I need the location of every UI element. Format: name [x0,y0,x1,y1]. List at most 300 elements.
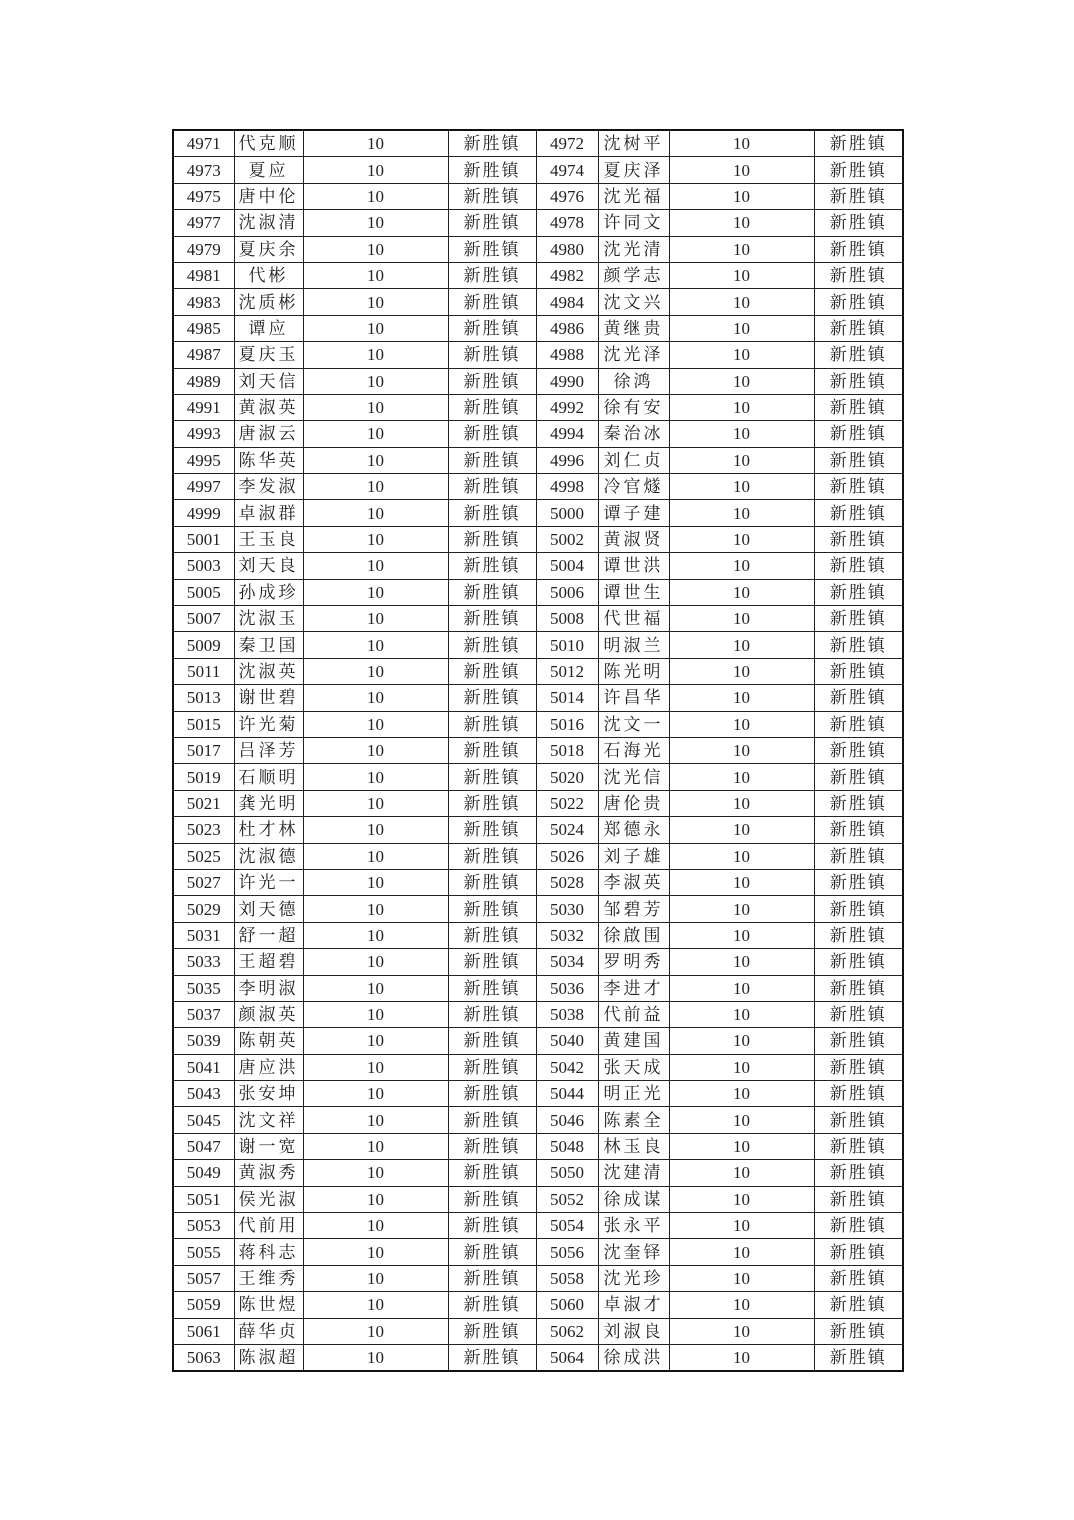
right-person-name-cell: 沈光清 [598,236,669,262]
right-record-number-cell: 5046 [536,1107,598,1133]
table-row [173,711,903,737]
left-amount-cell: 10 [303,421,448,447]
right-record-number-cell: 5032 [536,922,598,948]
left-amount-cell: 10 [303,1213,448,1239]
left-record-number-cell: 4995 [173,447,234,473]
right-town-name-cell: 新胜镇 [814,1265,903,1291]
right-person-name-cell: 徐成洪 [598,1344,669,1371]
right-town-name-cell: 新胜镇 [814,1107,903,1133]
left-town-name-cell: 新胜镇 [448,289,536,315]
right-town-name-cell: 新胜镇 [814,1028,903,1054]
left-person-name-cell: 颜淑英 [234,1001,303,1027]
left-record-number-cell: 5013 [173,685,234,711]
left-person-name-cell: 卓淑群 [234,500,303,526]
left-amount-cell: 10 [303,1318,448,1344]
left-person-name-cell: 许光一 [234,869,303,895]
left-amount-cell: 10 [303,922,448,948]
left-record-number-cell: 4983 [173,289,234,315]
right-amount-cell: 10 [669,526,814,552]
left-amount-cell: 10 [303,843,448,869]
right-person-name-cell: 李进才 [598,975,669,1001]
right-person-name-cell: 秦治冰 [598,421,669,447]
right-amount-cell: 10 [669,1213,814,1239]
right-record-number-cell: 5044 [536,1081,598,1107]
right-amount-cell: 10 [669,579,814,605]
left-amount-cell: 10 [303,606,448,632]
right-amount-cell: 10 [669,1239,814,1265]
left-record-number-cell: 5007 [173,606,234,632]
right-person-name-cell: 郑德永 [598,817,669,843]
right-town-name-cell: 新胜镇 [814,1133,903,1159]
right-amount-cell: 10 [669,975,814,1001]
right-record-number-cell: 5038 [536,1001,598,1027]
right-record-number-cell: 4992 [536,394,598,420]
left-amount-cell: 10 [303,1265,448,1291]
left-record-number-cell: 4997 [173,474,234,500]
table-row [173,1265,903,1291]
right-amount-cell: 10 [669,658,814,684]
left-person-name-cell: 代克顺 [234,130,303,157]
right-amount-cell: 10 [669,1344,814,1371]
right-town-name-cell: 新胜镇 [814,553,903,579]
left-record-number-cell: 5055 [173,1239,234,1265]
left-amount-cell: 10 [303,975,448,1001]
right-town-name-cell: 新胜镇 [814,1213,903,1239]
left-record-number-cell: 5049 [173,1160,234,1186]
right-town-name-cell: 新胜镇 [814,869,903,895]
left-record-number-cell: 4989 [173,368,234,394]
right-person-name-cell: 沈建清 [598,1160,669,1186]
left-amount-cell: 10 [303,1186,448,1212]
right-record-number-cell: 5062 [536,1318,598,1344]
right-person-name-cell: 许昌华 [598,685,669,711]
right-town-name-cell: 新胜镇 [814,236,903,262]
left-amount-cell: 10 [303,579,448,605]
right-town-name-cell: 新胜镇 [814,685,903,711]
left-record-number-cell: 5031 [173,922,234,948]
left-town-name-cell: 新胜镇 [448,1001,536,1027]
right-town-name-cell: 新胜镇 [814,526,903,552]
left-person-name-cell: 唐淑云 [234,421,303,447]
left-person-name-cell: 夏应 [234,157,303,183]
right-person-name-cell: 沈文兴 [598,289,669,315]
right-person-name-cell: 冷官燧 [598,474,669,500]
right-record-number-cell: 5020 [536,764,598,790]
left-person-name-cell: 谢一宽 [234,1133,303,1159]
left-amount-cell: 10 [303,210,448,236]
right-town-name-cell: 新胜镇 [814,421,903,447]
left-amount-cell: 10 [303,817,448,843]
roster-body [173,130,903,1371]
right-record-number-cell: 4994 [536,421,598,447]
left-amount-cell: 10 [303,949,448,975]
left-town-name-cell: 新胜镇 [448,1292,536,1318]
table-row [173,1239,903,1265]
table-row [173,1344,903,1371]
left-town-name-cell: 新胜镇 [448,368,536,394]
right-amount-cell: 10 [669,1054,814,1080]
left-town-name-cell: 新胜镇 [448,737,536,763]
right-town-name-cell: 新胜镇 [814,737,903,763]
left-amount-cell: 10 [303,658,448,684]
right-person-name-cell: 唐伦贵 [598,790,669,816]
right-person-name-cell: 谭子建 [598,500,669,526]
right-town-name-cell: 新胜镇 [814,922,903,948]
left-amount-cell: 10 [303,1344,448,1371]
right-person-name-cell: 徐鸿 [598,368,669,394]
left-town-name-cell: 新胜镇 [448,1133,536,1159]
left-record-number-cell: 4979 [173,236,234,262]
left-record-number-cell: 5003 [173,553,234,579]
right-town-name-cell: 新胜镇 [814,1344,903,1371]
table-row [173,500,903,526]
right-record-number-cell: 5008 [536,606,598,632]
left-town-name-cell: 新胜镇 [448,526,536,552]
right-record-number-cell: 5030 [536,896,598,922]
right-record-number-cell: 5060 [536,1292,598,1318]
right-record-number-cell: 5054 [536,1213,598,1239]
left-record-number-cell: 4973 [173,157,234,183]
right-amount-cell: 10 [669,1318,814,1344]
right-amount-cell: 10 [669,843,814,869]
left-person-name-cell: 王玉良 [234,526,303,552]
right-amount-cell: 10 [669,949,814,975]
right-town-name-cell: 新胜镇 [814,1318,903,1344]
left-person-name-cell: 陈朝英 [234,1028,303,1054]
right-record-number-cell: 4996 [536,447,598,473]
left-amount-cell: 10 [303,1081,448,1107]
table-row [173,421,903,447]
table-row [173,1028,903,1054]
left-person-name-cell: 张安坤 [234,1081,303,1107]
right-person-name-cell: 罗明秀 [598,949,669,975]
left-person-name-cell: 薛华贞 [234,1318,303,1344]
left-town-name-cell: 新胜镇 [448,790,536,816]
left-amount-cell: 10 [303,1054,448,1080]
right-amount-cell: 10 [669,764,814,790]
right-amount-cell: 10 [669,183,814,209]
right-person-name-cell: 徐有安 [598,394,669,420]
left-person-name-cell: 沈淑玉 [234,606,303,632]
right-record-number-cell: 5040 [536,1028,598,1054]
right-record-number-cell: 5016 [536,711,598,737]
right-person-name-cell: 沈光福 [598,183,669,209]
right-amount-cell: 10 [669,896,814,922]
roster-table [172,129,904,1372]
left-record-number-cell: 5047 [173,1133,234,1159]
right-town-name-cell: 新胜镇 [814,1054,903,1080]
right-town-name-cell: 新胜镇 [814,632,903,658]
left-town-name-cell: 新胜镇 [448,1344,536,1371]
left-record-number-cell: 5017 [173,737,234,763]
right-amount-cell: 10 [669,737,814,763]
left-town-name-cell: 新胜镇 [448,579,536,605]
left-record-number-cell: 5025 [173,843,234,869]
left-person-name-cell: 沈质彬 [234,289,303,315]
right-town-name-cell: 新胜镇 [814,606,903,632]
right-record-number-cell: 5028 [536,869,598,895]
right-town-name-cell: 新胜镇 [814,1239,903,1265]
left-amount-cell: 10 [303,262,448,288]
left-record-number-cell: 5053 [173,1213,234,1239]
left-town-name-cell: 新胜镇 [448,315,536,341]
table-row [173,1160,903,1186]
right-town-name-cell: 新胜镇 [814,210,903,236]
right-town-name-cell: 新胜镇 [814,1292,903,1318]
left-record-number-cell: 5043 [173,1081,234,1107]
left-person-name-cell: 唐中伦 [234,183,303,209]
right-town-name-cell: 新胜镇 [814,896,903,922]
right-person-name-cell: 沈文一 [598,711,669,737]
table-row [173,632,903,658]
right-person-name-cell: 刘淑良 [598,1318,669,1344]
table-row [173,1081,903,1107]
left-record-number-cell: 4981 [173,262,234,288]
table-row [173,1213,903,1239]
right-person-name-cell: 明正光 [598,1081,669,1107]
table-row [173,685,903,711]
left-amount-cell: 10 [303,394,448,420]
right-town-name-cell: 新胜镇 [814,711,903,737]
left-amount-cell: 10 [303,1160,448,1186]
left-town-name-cell: 新胜镇 [448,262,536,288]
left-town-name-cell: 新胜镇 [448,869,536,895]
table-row [173,817,903,843]
left-town-name-cell: 新胜镇 [448,1081,536,1107]
right-person-name-cell: 黄建国 [598,1028,669,1054]
left-person-name-cell: 刘天信 [234,368,303,394]
right-person-name-cell: 夏庆泽 [598,157,669,183]
left-record-number-cell: 5001 [173,526,234,552]
left-town-name-cell: 新胜镇 [448,817,536,843]
right-town-name-cell: 新胜镇 [814,157,903,183]
left-town-name-cell: 新胜镇 [448,210,536,236]
left-town-name-cell: 新胜镇 [448,949,536,975]
left-town-name-cell: 新胜镇 [448,1239,536,1265]
left-person-name-cell: 李明淑 [234,975,303,1001]
table-row [173,896,903,922]
right-person-name-cell: 沈光珍 [598,1265,669,1291]
left-record-number-cell: 5037 [173,1001,234,1027]
left-person-name-cell: 沈淑英 [234,658,303,684]
left-person-name-cell: 谢世碧 [234,685,303,711]
table-row [173,737,903,763]
left-record-number-cell: 5023 [173,817,234,843]
left-town-name-cell: 新胜镇 [448,1160,536,1186]
right-amount-cell: 10 [669,342,814,368]
table-row [173,474,903,500]
left-record-number-cell: 4977 [173,210,234,236]
right-record-number-cell: 5034 [536,949,598,975]
table-row [173,262,903,288]
left-amount-cell: 10 [303,737,448,763]
right-amount-cell: 10 [669,368,814,394]
right-amount-cell: 10 [669,130,814,157]
right-record-number-cell: 4982 [536,262,598,288]
left-person-name-cell: 沈淑德 [234,843,303,869]
right-record-number-cell: 5042 [536,1054,598,1080]
right-amount-cell: 10 [669,157,814,183]
table-row [173,606,903,632]
right-amount-cell: 10 [669,1265,814,1291]
left-amount-cell: 10 [303,711,448,737]
left-person-name-cell: 侯光淑 [234,1186,303,1212]
table-row [173,975,903,1001]
left-person-name-cell: 王超碧 [234,949,303,975]
left-amount-cell: 10 [303,1107,448,1133]
left-record-number-cell: 4987 [173,342,234,368]
right-record-number-cell: 4984 [536,289,598,315]
right-record-number-cell: 5002 [536,526,598,552]
left-town-name-cell: 新胜镇 [448,1213,536,1239]
right-amount-cell: 10 [669,394,814,420]
right-amount-cell: 10 [669,790,814,816]
right-amount-cell: 10 [669,1160,814,1186]
left-record-number-cell: 5033 [173,949,234,975]
right-amount-cell: 10 [669,474,814,500]
left-amount-cell: 10 [303,632,448,658]
table-row [173,1054,903,1080]
right-town-name-cell: 新胜镇 [814,658,903,684]
left-town-name-cell: 新胜镇 [448,553,536,579]
right-town-name-cell: 新胜镇 [814,764,903,790]
left-amount-cell: 10 [303,526,448,552]
left-town-name-cell: 新胜镇 [448,421,536,447]
table-row [173,183,903,209]
left-person-name-cell: 代前用 [234,1213,303,1239]
right-person-name-cell: 石海光 [598,737,669,763]
right-amount-cell: 10 [669,553,814,579]
right-person-name-cell: 陈素全 [598,1107,669,1133]
table-row [173,394,903,420]
right-person-name-cell: 沈光信 [598,764,669,790]
right-amount-cell: 10 [669,1028,814,1054]
left-amount-cell: 10 [303,500,448,526]
table-row [173,1001,903,1027]
table-row [173,869,903,895]
right-record-number-cell: 4998 [536,474,598,500]
left-town-name-cell: 新胜镇 [448,922,536,948]
left-person-name-cell: 陈淑超 [234,1344,303,1371]
right-amount-cell: 10 [669,289,814,315]
right-record-number-cell: 5000 [536,500,598,526]
table-row [173,447,903,473]
right-town-name-cell: 新胜镇 [814,474,903,500]
left-town-name-cell: 新胜镇 [448,447,536,473]
table-row [173,1107,903,1133]
right-record-number-cell: 5048 [536,1133,598,1159]
right-person-name-cell: 谭世洪 [598,553,669,579]
left-amount-cell: 10 [303,896,448,922]
left-town-name-cell: 新胜镇 [448,500,536,526]
left-record-number-cell: 5051 [173,1186,234,1212]
right-town-name-cell: 新胜镇 [814,342,903,368]
left-amount-cell: 10 [303,790,448,816]
left-amount-cell: 10 [303,1028,448,1054]
right-record-number-cell: 4980 [536,236,598,262]
right-amount-cell: 10 [669,236,814,262]
right-person-name-cell: 徐啟围 [598,922,669,948]
left-person-name-cell: 代彬 [234,262,303,288]
right-town-name-cell: 新胜镇 [814,289,903,315]
right-record-number-cell: 5012 [536,658,598,684]
left-town-name-cell: 新胜镇 [448,236,536,262]
left-amount-cell: 10 [303,764,448,790]
left-town-name-cell: 新胜镇 [448,843,536,869]
left-amount-cell: 10 [303,342,448,368]
right-record-number-cell: 4986 [536,315,598,341]
left-record-number-cell: 5063 [173,1344,234,1371]
table-row [173,289,903,315]
left-amount-cell: 10 [303,289,448,315]
right-record-number-cell: 5026 [536,843,598,869]
left-record-number-cell: 5039 [173,1028,234,1054]
left-town-name-cell: 新胜镇 [448,711,536,737]
table-row [173,1292,903,1318]
left-record-number-cell: 5015 [173,711,234,737]
left-amount-cell: 10 [303,553,448,579]
right-town-name-cell: 新胜镇 [814,500,903,526]
right-person-name-cell: 李淑英 [598,869,669,895]
left-person-name-cell: 秦卫国 [234,632,303,658]
right-person-name-cell: 沈光泽 [598,342,669,368]
table-row [173,658,903,684]
right-town-name-cell: 新胜镇 [814,975,903,1001]
right-person-name-cell: 代前益 [598,1001,669,1027]
left-amount-cell: 10 [303,157,448,183]
right-town-name-cell: 新胜镇 [814,262,903,288]
left-town-name-cell: 新胜镇 [448,1318,536,1344]
right-amount-cell: 10 [669,869,814,895]
right-amount-cell: 10 [669,922,814,948]
table-row [173,843,903,869]
right-amount-cell: 10 [669,632,814,658]
left-town-name-cell: 新胜镇 [448,1054,536,1080]
left-town-name-cell: 新胜镇 [448,975,536,1001]
left-person-name-cell: 陈世煜 [234,1292,303,1318]
left-town-name-cell: 新胜镇 [448,632,536,658]
left-person-name-cell: 李发淑 [234,474,303,500]
table-row [173,1133,903,1159]
left-record-number-cell: 5057 [173,1265,234,1291]
left-person-name-cell: 刘天德 [234,896,303,922]
left-town-name-cell: 新胜镇 [448,1028,536,1054]
right-town-name-cell: 新胜镇 [814,790,903,816]
left-person-name-cell: 沈淑清 [234,210,303,236]
right-amount-cell: 10 [669,1081,814,1107]
right-record-number-cell: 4988 [536,342,598,368]
right-record-number-cell: 5056 [536,1239,598,1265]
right-person-name-cell: 张天成 [598,1054,669,1080]
left-town-name-cell: 新胜镇 [448,1107,536,1133]
left-person-name-cell: 唐应洪 [234,1054,303,1080]
left-record-number-cell: 5035 [173,975,234,1001]
right-town-name-cell: 新胜镇 [814,368,903,394]
left-person-name-cell: 杜才林 [234,817,303,843]
right-person-name-cell: 林玉良 [598,1133,669,1159]
left-person-name-cell: 谭应 [234,315,303,341]
left-town-name-cell: 新胜镇 [448,130,536,157]
left-town-name-cell: 新胜镇 [448,606,536,632]
right-record-number-cell: 4972 [536,130,598,157]
left-amount-cell: 10 [303,474,448,500]
right-person-name-cell: 刘子雄 [598,843,669,869]
left-amount-cell: 10 [303,236,448,262]
left-person-name-cell: 吕泽芳 [234,737,303,763]
right-record-number-cell: 5052 [536,1186,598,1212]
right-amount-cell: 10 [669,447,814,473]
left-amount-cell: 10 [303,315,448,341]
